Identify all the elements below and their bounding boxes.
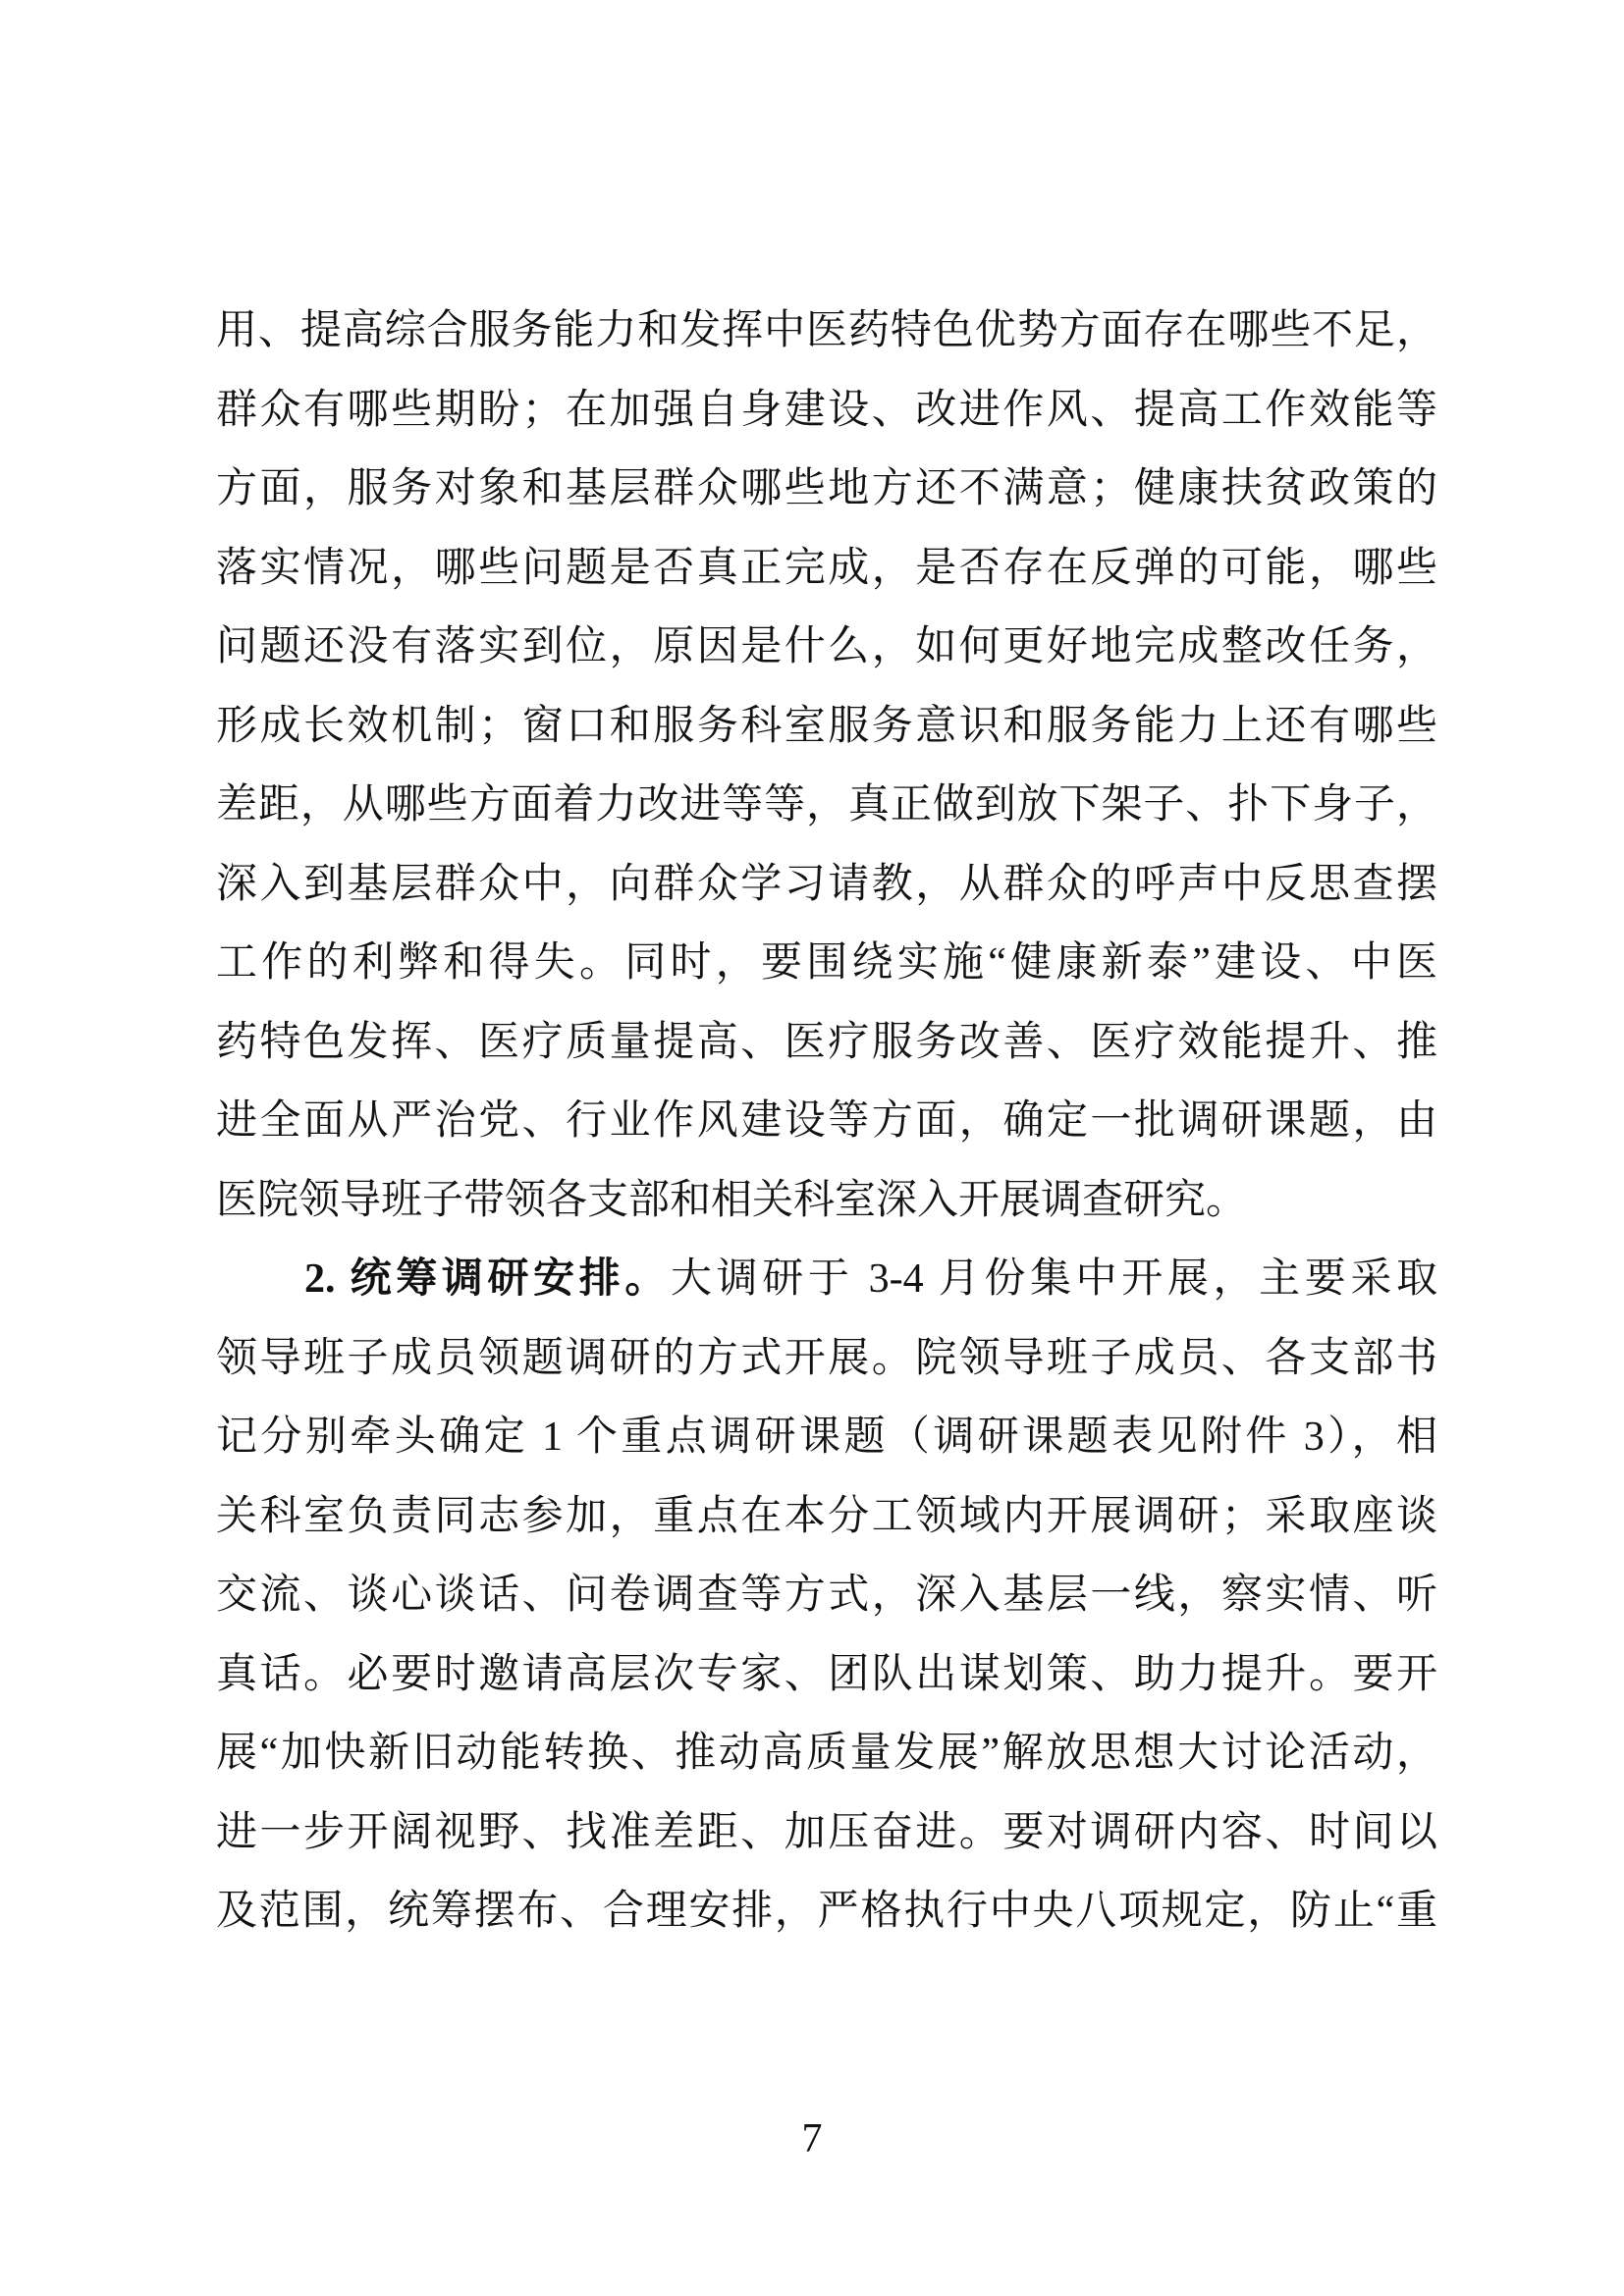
section-2-heading: 2. 统筹调研安排。 xyxy=(304,1256,671,1302)
text-line: 记分别牵头确定 1 个重点调研课题（调研课题表见附件 3），相 xyxy=(216,1415,1437,1460)
text-line: 差距，从哪些方面着力改进等等，真正做到放下架子、扑下身子， xyxy=(216,782,1437,828)
text-line: 落实情况，哪些问题是否真正完成，是否存在反弹的可能，哪些 xyxy=(216,545,1437,591)
text-line: 深入到基层群众中，向群众学习请教，从群众的呼声中反思查摆 xyxy=(216,861,1437,907)
page-number: 7 xyxy=(801,2116,823,2162)
text-line: 群众有哪些期盼；在加强自身建设、改进作风、提高工作效能等 xyxy=(216,387,1437,433)
text-line: 方面，服务对象和基层群众哪些地方还不满意；健康扶贫政策的 xyxy=(216,466,1437,511)
text-line: 及范围，统筹摆布、合理安排，严格执行中央八项规定，防止“重 xyxy=(216,1889,1437,1934)
text-segment: 大调研于 3-4 月份集中开展，主要采取 xyxy=(671,1256,1437,1302)
text-line: 关科室负责同志参加，重点在本分工领域内开展调研；采取座谈 xyxy=(216,1493,1437,1539)
text-line: 领导班子成员领题调研的方式开展。院领导班子成员、各支部书 xyxy=(216,1335,1437,1381)
text-line: 交流、谈心谈话、问卷调查等方式，深入基层一线，察实情、听 xyxy=(216,1573,1437,1618)
text-line-section-start xyxy=(216,1240,1437,1319)
text-line: 真话。必要时邀请高层次专家、团队出谋划策、助力提升。要开 xyxy=(216,1651,1437,1697)
document-body xyxy=(216,292,1437,1951)
text-line: 形成长效机制；窗口和服务科室服务意识和服务能力上还有哪些 xyxy=(216,703,1437,749)
text-line: 问题还没有落实到位，原因是什么，如何更好地完成整改任务， xyxy=(216,624,1437,669)
text-line: 药特色发挥、医疗质量提高、医疗服务改善、医疗效能提升、推 xyxy=(216,1019,1437,1065)
text-line-paragraph-end: 医院领导班子带领各支部和相关科室深入开展调查研究。 xyxy=(216,1177,1248,1223)
text-line: 展“加快新旧动能转换、推动高质量发展”解放思想大讨论活动， xyxy=(216,1731,1437,1776)
text-line: 进全面从严治党、行业作风建设等方面，确定一批调研课题，由 xyxy=(216,1098,1437,1144)
text-line: 用、提高综合服务能力和发挥中医药特色优势方面存在哪些不足， xyxy=(216,308,1437,353)
text-line: 工作的利弊和得失。同时，要围绕实施“健康新泰”建设、中医 xyxy=(216,940,1437,986)
text-line: 进一步开阔视野、找准差距、加压奋进。要对调研内容、时间以 xyxy=(216,1809,1437,1855)
